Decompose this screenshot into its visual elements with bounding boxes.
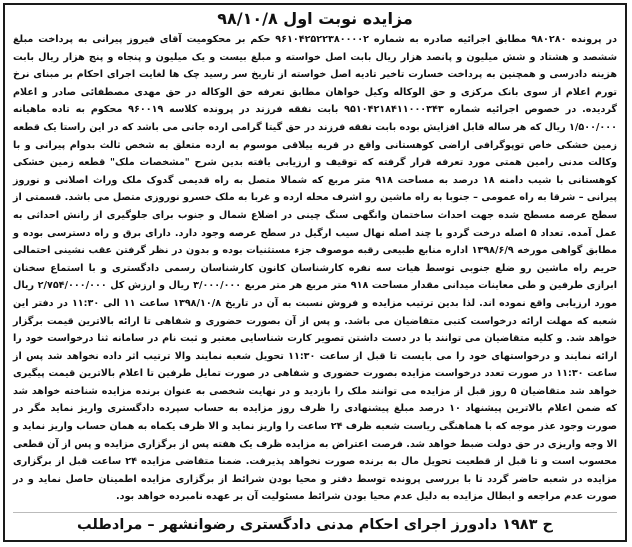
notice-signature: ح ۱۹۸۳ دادورز اجرای احکام مدنی دادگستری رضوانشهر – مرادطلب [13, 512, 617, 536]
auction-notice [3, 3, 627, 542]
notice-title: مزایده نوبت اول ۹۸/۱۰/۸ [217, 9, 413, 28]
notice-body: در پرونده ۹۸۰۲۸۰ مطابق اجرائیه صادره به شماره ۹۶۱۰۴۲۵۲۲۳۸۰۰۰۰۲ حکم بر محکومیت آقای فیروز پیرانی به پرداخت مبلغ ششصد و هشتاد و شش میلیون و پانصد هزار ریال بابت اصل خواسته و مبلغ بیست و یک میلیون و پنجاه و پنج هزار ریال بابت هزینه دادرسی و همچنین به پرداخت خسارت تاخیر تادیه اصل خواسته از تاریخ سر رسید چک ها لغایت اجرای احکام بر مبنای نرخ تورم اعلام از سوی بانک مرکزی و حق الوکاله وکیل خواهان مطابق تعرفه حق الوکاله در حق مهدی مصطفائی صادر و اعلام گردیده. در خصوص اجرائیه شماره ۹۵۱۰۴۲۱۸۴۱۱۰۰۰۳۴۳ بابت نفقه فرزند در پرونده کلاسه ۹۶۰۰۱۹ محکوم به تاده ماهیانه ۱/۵۰۰/۰۰۰ ریال که هر ساله قابل افزایش بوده بابت نفقه فرزند در حق گیتا گرامی ارده جانی می باشد که در این راستا یک قطعه زمین خشکی خاص توپوگرافی اراضی کوهستانی واقع در قریه ییلاقی موسوم به ارده متعلق به شخص ثالث بدوام پیرانی و با وکالت مدنی رامین همتی مورد تعرفه قرار گرفته که توقیف و ارزیابی یافته بدین شرح "مشخصات ملک" قطعه زمین خشکی کوهستانی با شیب دامنه ۱۸ درصد به مساحت ۹۱۸ متر مربع که شمالا متصل به راه قدیمی گدوک ملک وراث اصلانی و نوروز پیرانی – شرقا به راه عمومی – جنوبا به راه ماشین رو اشرف محله ارده و غربا به ملک خسرو نوروزی متصل می باشد. قسمتی از سطح عرصه مسطح شده جهت احداث ساختمان وانگهی سنگ چینی در اضلاع شمال و جنوب برای جلوگیری از رانش احداثی به عمل آمده. تعداد ۵ اصله درخت گردو با چند اصله نهال سیب ارگیل در سطح عرصه وجود دارد. دارای برق و راه دسترسی بوده و مطابق گواهی مورخه ۱۳۹۸/۶/۹ اداره منابع طبیعی رقبه موصوف جزء مستثنیات بوده و بدون در نظر گرفتن عقب نشینی احتمالی حریم راه ماشین رو ضلع جنوبی توسط هیات سه نفره کارشناسان کانون کارشناسان رسمی دادگستری و با استماع سخنان ابرازی طرفین و طی معاینات میدانی مقدار مساحت ۹۱۸ متر مربع هر متر مربع ۳/۰۰۰/۰۰۰ ریال و ارزش کل ۲/۷۵۴/۰۰۰/۰۰۰ ریال مورد ارزیابی واقع نموده اند. لذا بدین ترتیب مزایده و فروش نسبت به آن در تاریخ ۱۳۹۸/۱۰/۸ ساعت ۱۱ الی ۱۱:۳۰ در دفتر این شعبه که مهلت ارائه درخواست کتبی متقاضیان می باشد. و پس از آن بصورت حضوری و شفاهی تا ارائه بالاترین قیمت برگزار خواهد شد. و کلیه متقاضیان می توانند با در دست داشتن تصویر کارت شناسایی معتبر و ثبت نام در سامانه ثنا درخواست خود را ارائه نمایند و درخواستهای خود را می بایست تا قبل از ساعت ۱۱:۳۰ تحویل شعبه نمایند والا ترتیب اثر داده نخواهد شد پس از ساعت ۱۱:۳۰ در صورت تعدد درخواست مزایده بصورت حضوری و شفاهی در صورت تمایل طرفین تا اعلام بالاترین قیمت پیگیری خواهد شد متقاضیان ۵ روز قبل از مزایده می توانند ملک را بازدید و در نهایت شخصی به عنوان برنده مزایده شناخته خواهد شد که ضمن اعلام بالاترین پیشنهاد ۱۰ درصد مبلغ پیشنهادی را ظرف روز مزایده به حساب سپرده دادگستری واریز نماید مگر در صورت وجود عذر موجه که با هماهنگی ریاست شعبه ظرف ۲۴ ساعت را واریز نماید و الا ظرف یکماه به همان حساب واریز نماید و الا وجه واریزی در حق دولت ضبط خواهد شد. فرصت اعتراض به مزایده ظرف یک هفته پس از برگزاری مزایده و پس از آن قطعی محسوب است و تا قبل از قطعیت تحویل مال به برنده صورت نخواهد پذیرفت. ضمنا متقاضی مزایده ۲۴ ساعت قبل از برگزاری مزایده در شعبه حاضر گردد تا با بررسی پرونده توسط دفتر و محیا بودن شرائط از برگزاری مزایده اطمینان حاصل نماید و در صورت عدم مراجعه و ابطال مزایده به دلیل عدم محیا بودن شرائط مسئولیت آن بر عهده نامبرده خواهد بود. [13, 34, 618, 503]
